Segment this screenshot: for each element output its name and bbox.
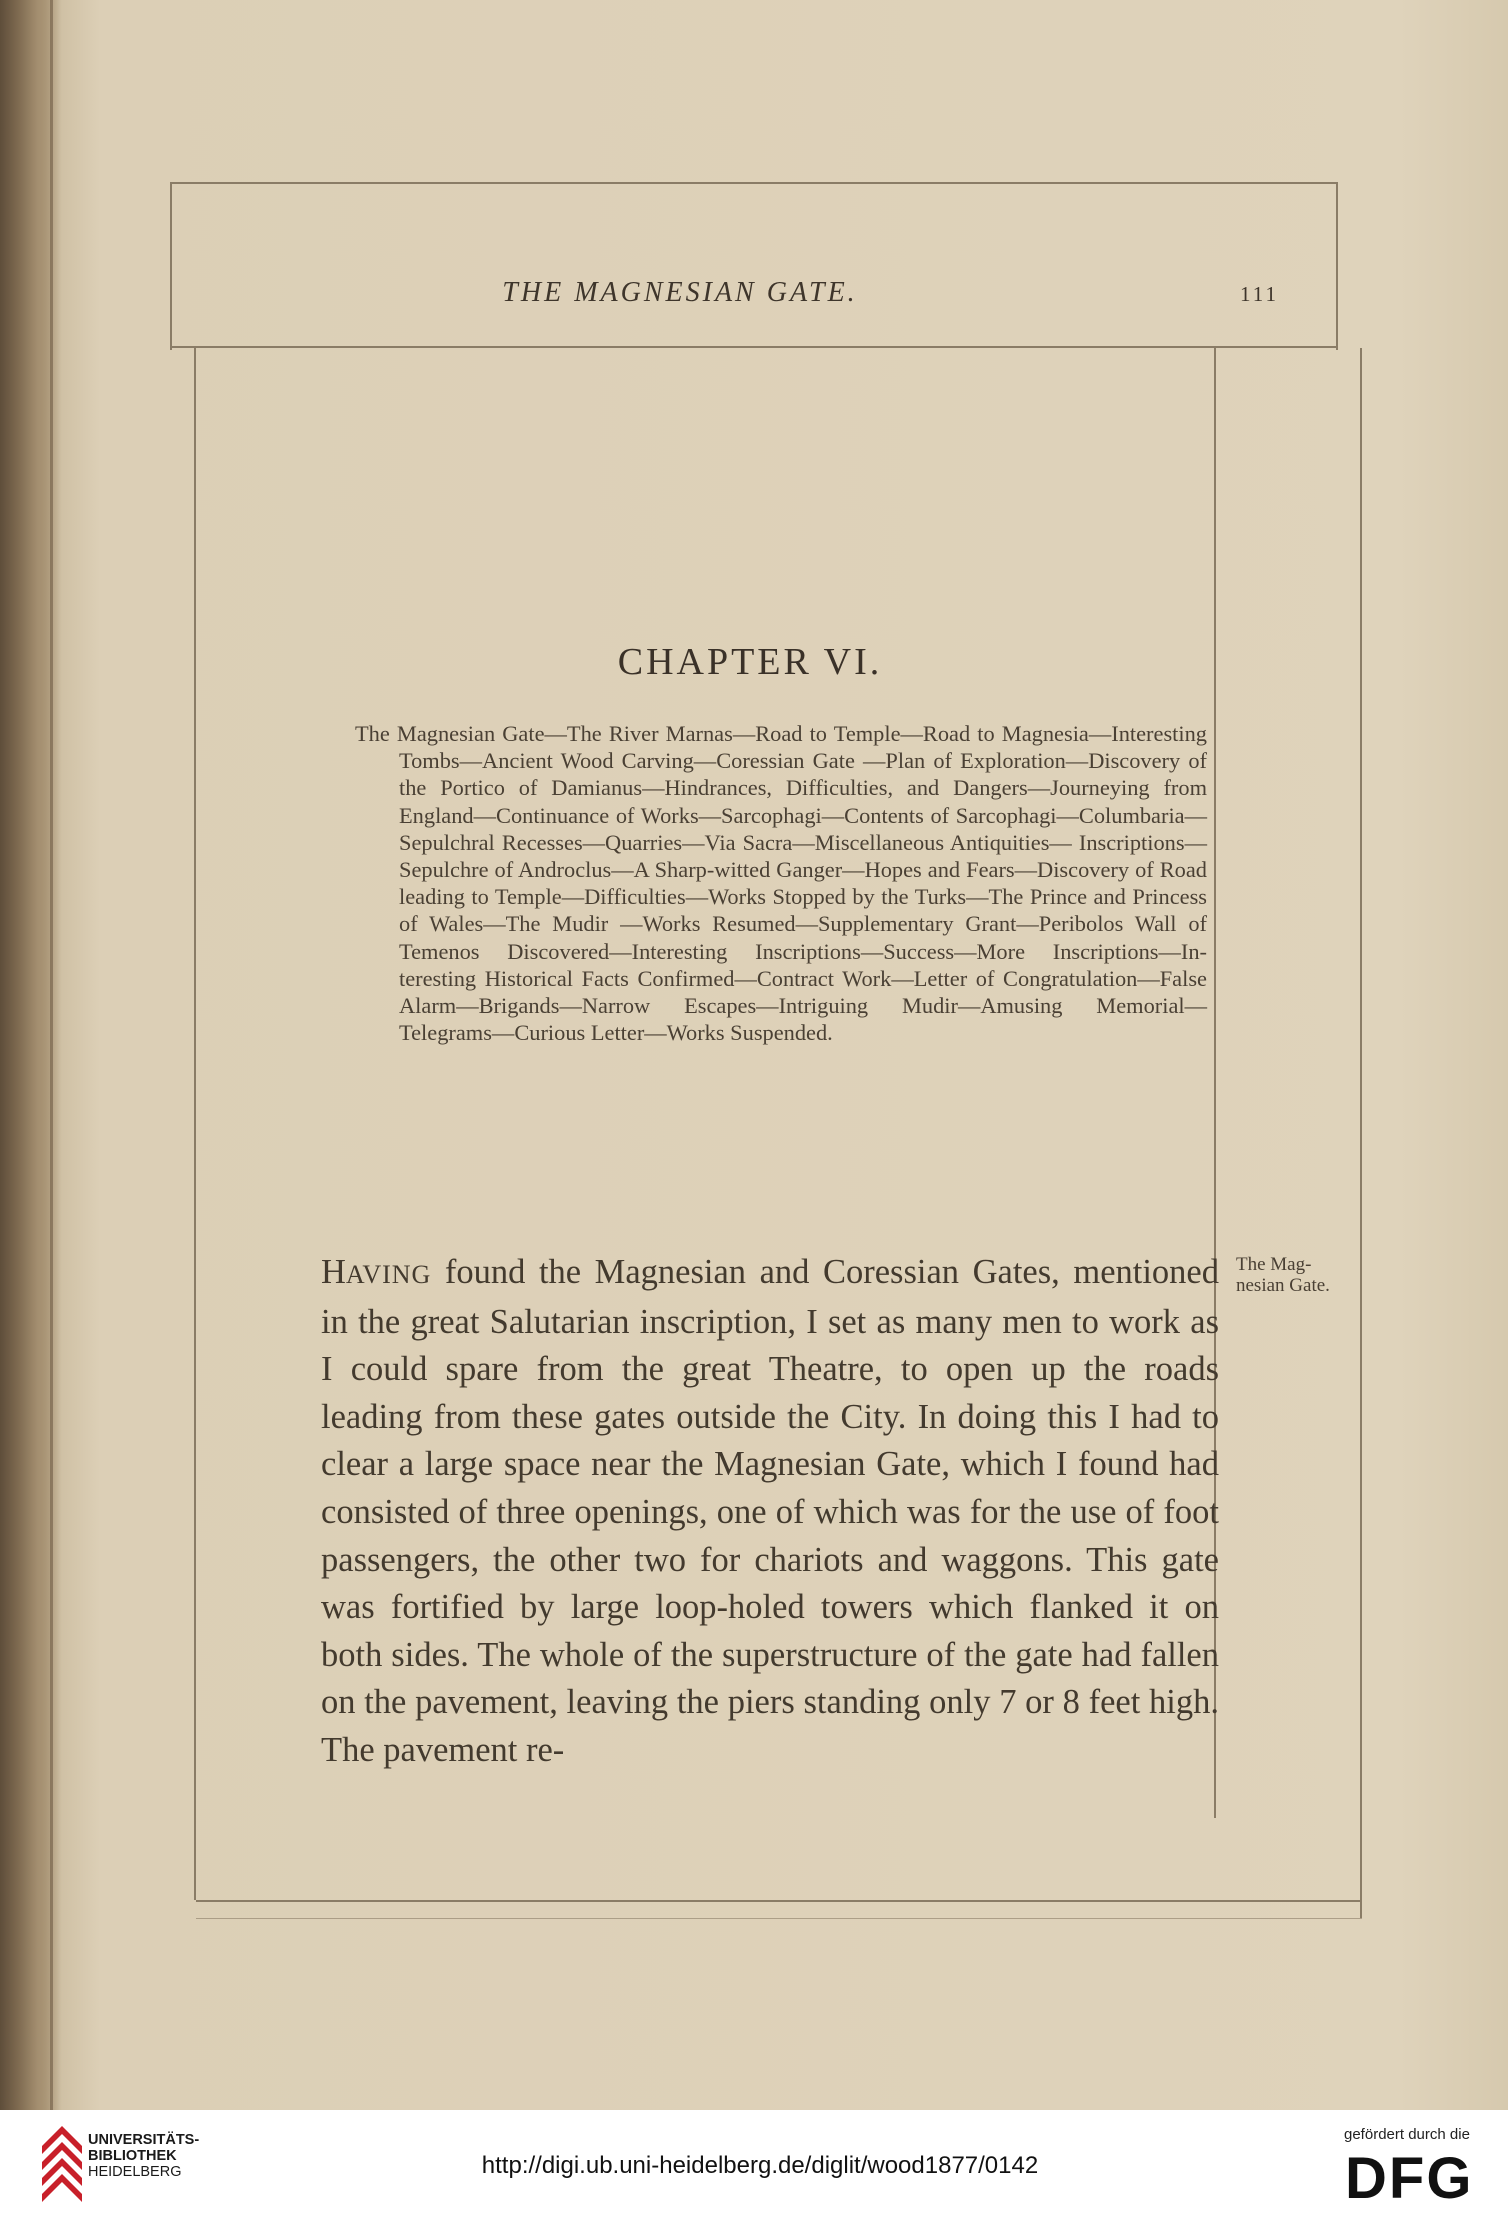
body-text: found the Magnesian and Coressian Gates, mentioned in the great Salutarian inscription, I set as many men to work as I could spare from the great Theatre, to open up the roads leading from these gates outside the City. In doing this I had to clear a large space near the Magnesian Gate, which I found had consisted of three openings, one of which was for the use of foot passengers, the other two for chariots and waggons. This gate was fortified by large loop-holed towers which flanked it on both sides. The whole of the superstructure of the gate had fallen on the pavement, leaving the piers standing only 7 or 8 feet high. The pavement re- — [321, 1253, 1219, 1769]
frame-right-line-lower — [1360, 348, 1362, 1918]
running-head: THE MAGNESIAN GATE. — [502, 277, 858, 308]
funding-caption: gefördert durch die — [1344, 2126, 1470, 2143]
permalink-url[interactable]: http://digi.ub.uni-heidelberg.de/diglit/wood1877/0142 — [481, 2152, 1039, 2179]
frame-right-line-upper — [1336, 182, 1338, 350]
frame-top-line — [170, 182, 1338, 184]
chapter-summary — [355, 720, 1207, 1046]
small-caps-word: AVING — [345, 1260, 432, 1289]
footer-bar — [0, 2110, 1508, 2216]
frame-left-line-lower — [194, 348, 196, 1900]
library-name-line2: BIBLIOTHEK — [88, 2148, 177, 2164]
frame-left-line-upper — [170, 182, 172, 350]
library-name-line3: HEIDELBERG — [88, 2164, 182, 2180]
spine-edge-line — [50, 0, 53, 2110]
marginal-note: The Magnesian Gate. — [1236, 1254, 1330, 1296]
frame-bottom-line — [196, 1900, 1362, 1902]
library-name-line1: UNIVERSITÄTS- — [88, 2132, 200, 2148]
chapter-summary-text: The Magnesian Gate—The River Marnas—Road to Temple—Road to Magnesia—Interesting Tombs—Ancient Wood Carving—Coressian Gate —Plan of Exploration—Discovery of the Portico of Damianus—Hindrances, Difficulties, and Dangers—Journeying from England—Continuance of Works—Sarcophagi—Contents of Sarcophagi—Columbaria— Sepulchral Recesses—Quarries—Via Sacra—Miscellaneous Antiquities— Inscriptions—Sepulchre of Androclus—A Sharp-witted Ganger—Hopes and Fears—Discovery of Road leading to Temple—Difficulties—Works Stopped by the Turks—The Prince and Princess of Wales—The Mudir —Works Resumed—Supplementary Grant—Peribolos Wall of Temenos Discovered—Interesting Inscriptions—Success—More Inscriptions—Interesting Historical Facts Confirmed—Contract Work—Letter of Congratulation—False Alarm—Brigands—Narrow Escapes—Intriguing Mudir—Amusing Memorial—Telegrams—Curious Letter—Works Suspended. — [355, 721, 1207, 1046]
header-rule — [172, 346, 1338, 348]
page-number: 111 — [1240, 282, 1279, 306]
frame-bottom-edge — [196, 1918, 1362, 1919]
dfg-logo: DFG — [1345, 2146, 1474, 2211]
university-library-logo-icon — [42, 2126, 82, 2202]
body-paragraph — [321, 1249, 1219, 1775]
library-name — [88, 2132, 199, 2180]
chapter-title: CHAPTER VI. — [617, 641, 883, 683]
drop-letter: H — [321, 1253, 346, 1291]
